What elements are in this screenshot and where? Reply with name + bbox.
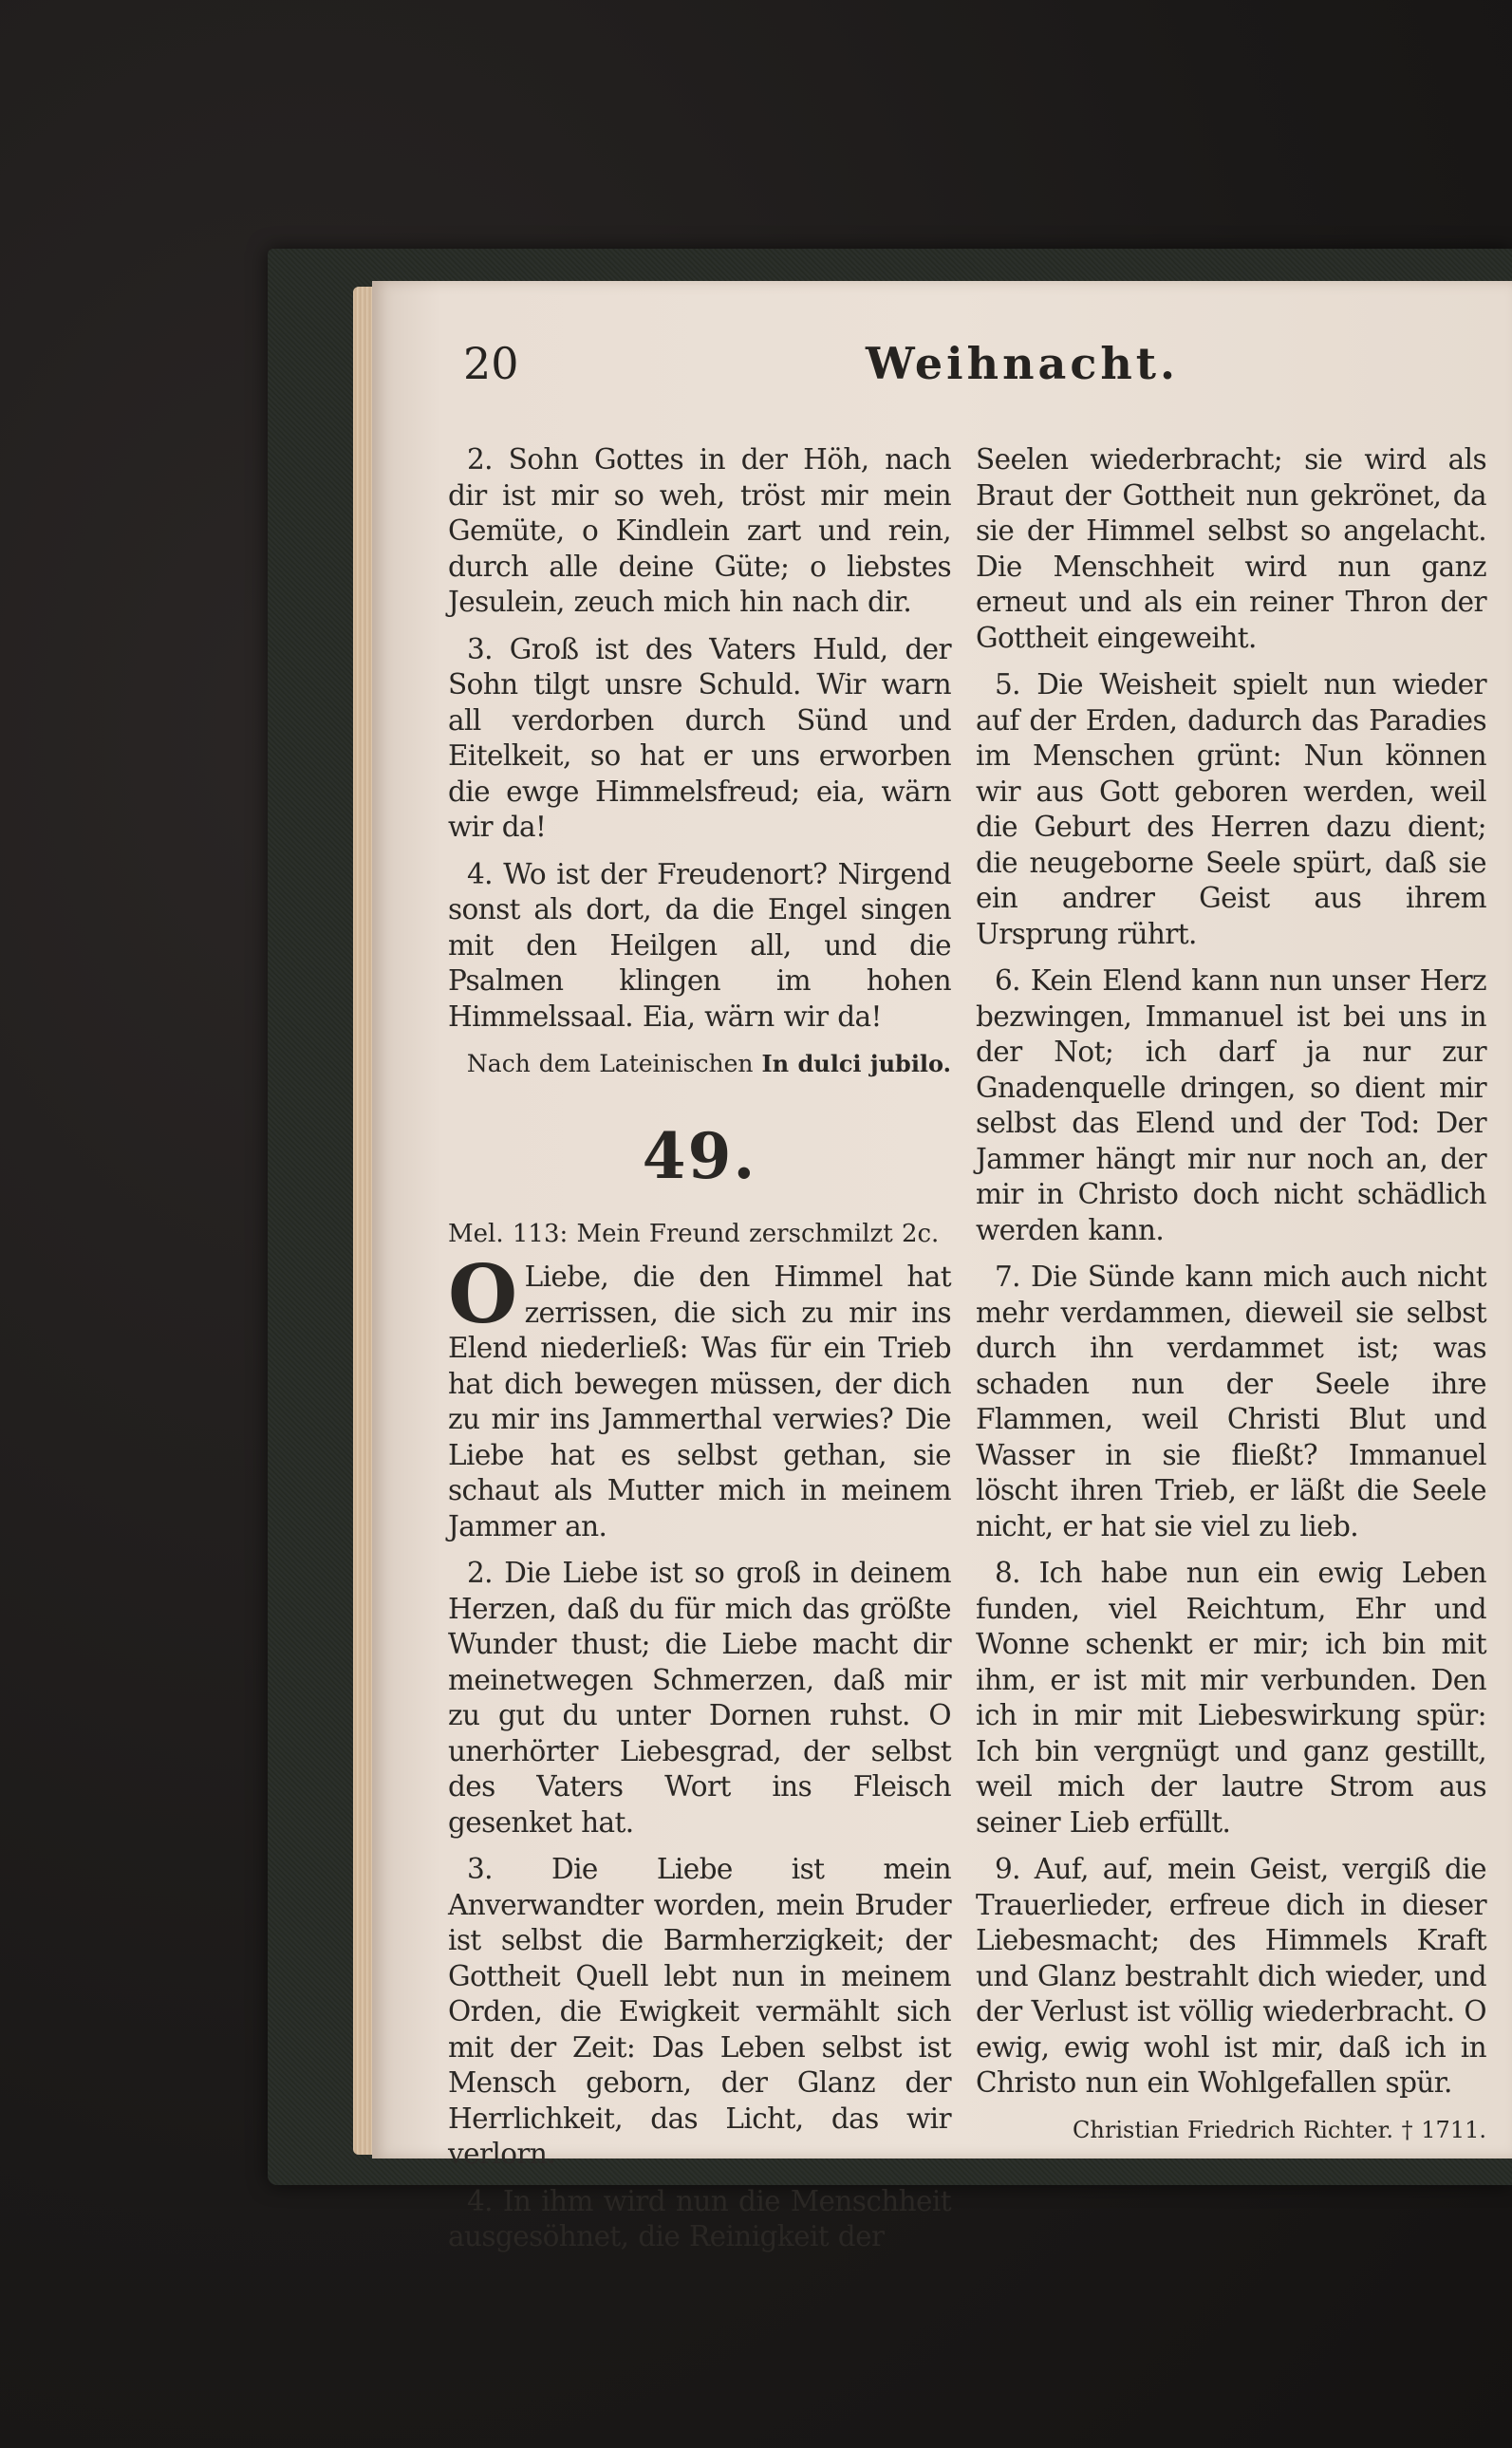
stanza-prev-4: 4. Wo ist der Freudenort? Nirgend sonst als dort, da die Engel singen mit den Heilgen all, und die Psalmen klingen im hohen Himmelssaal. Eia, wärn wir da! [448,857,951,1033]
right-column [976,442,1486,2148]
stanza-9: 9. Auf, auf, mein Geist, vergiß die Trauerlieder, erfreue dich in dieser Liebesmacht; des Himmels Kraft und Glanz bestrahlt dich wieder, und der Verlust ist völlig wiederbracht. O ewig, ewig wohl ist mir, daß ich in Christo nun ein Wohlgefallen spür. [976,1853,1486,2099]
stanza-prev-3: 3. Groß ist des Vaters Huld, der Sohn tilgt unsre Schuld. Wir warn all verdorben durch Sünd und Eitelkeit, so hat er uns erworben die ewge Himmelsfreud; eia, wärn wir da! [448,632,951,843]
stanza-1-text: Liebe, die den Himmel hat zerrissen, die sich zu mir ins Elend niederließ: Was für ein Trieb hat dich bewegen müssen, der dich zu mir ins Jammerthal verwies? Die Liebe hat es selbst gethan, sie schaut als Mutter mich in meinem Jammer an. [448,1261,951,1542]
stanza-1 [448,1247,951,1544]
page-header [372,338,1512,404]
drop-cap: O [448,1247,517,1341]
stanza-3: 3. Die Liebe ist mein Anverwandter worden, mein Bruder ist selbst die Barmherzigkeit; der Gottheit Quell lebt nun in meinem Orden, die Ewigkeit vermählt sich mit der Zeit: Das Leben selbst ist Mensch geborn, der Glanz der Herrlichkeit, das Licht, das wir verlorn. [448,1853,951,2170]
stanza-7: 7. Die Sünde kann mich auch nicht mehr verdammen, dieweil sie selbst durch ihn verdammet ist; was schaden nun der Seele ihre Flammen, weil Christi Blut und Wasser in sie fließt? Immanuel löscht ihren Trieb, er läßt die Seele nicht, er hat sie viel zu lieb. [976,1261,1486,1542]
stanza-5: 5. Die Weisheit spielt nun wieder auf der Erden, dadurch das Paradies im Menschen grünt: Nun können wir aus Gott geboren werden, weil die Geburt des Herren dazu dient; die neugeborne Seele spürt, daß sie ein andrer Geist aus ihrem Ursprung rührt. [976,668,1486,950]
left-column [448,442,951,2267]
melody-line: Mel. 113: Mein Freund zerschmilzt 2c. [448,1219,940,1248]
stanza-2: 2. Die Liebe ist so groß in deinem Herzen, daß du für mich das größte Wunder thust; die Liebe macht dir meinetwegen Schmerzen, daß mir zu gut du unter Dornen ruhst. O unerhörter Liebesgrad, der selbst des Vaters Wort ins Fleisch gesenket hat. [448,1557,951,1839]
source-line [448,1046,951,1082]
author-line: Christian Friedrich Richter. † 1711. [1073,2116,1486,2143]
section-title: Weihnacht. [866,338,1180,389]
page-number: 20 [463,338,519,389]
hymn-number: 49. [642,1118,757,1193]
book-page [372,281,1512,2252]
stanza-4-continuation: Seelen wiederbracht; sie wird als Braut der Gottheit nun gekrönet, da sie der Himmel selbst so angelacht. Die Menschheit wird nun ganz erneut und als ein reiner Thron der Gottheit eingeweiht. [976,443,1486,654]
stanza-prev-2: 2. Sohn Gottes in der Höh, nach dir ist mir so weh, tröst mir mein Gemüte, o Kindlein zart und rein, durch alle deine Güte; o liebstes Jesulein, zeuch mich hin nach dir. [448,443,951,618]
source-prefix: Nach dem Lateinischen [466,1050,754,1077]
stanza-8: 8. Ich habe nun ein ewig Leben funden, viel Reichtum, Ehr und Wonne schenkt er mir; ich bin mit ihm, er ist mit mir verbunden. Den ich in mir mit Liebeswirkung spür: Ich bin vergnügt und ganz gestillt, weil mich der lautre Strom aus seiner Lieb erfüllt. [976,1557,1486,1839]
stanza-4: 4. In ihm wird nun die Menschheit ausgesöhnet, die Reinigkeit der [448,2184,951,2252]
stanza-6: 6. Kein Elend kann nun unser Herz bezwingen, Immanuel ist bei uns in der Not; ich darf ja nur zur Gnadenquelle dringen, so dient mir selbst das Elend und der Tod: Der Jammer hängt mir nur noch an, der mir in Christo doch nicht schädlich werden kann. [976,964,1486,1246]
source-latin: In dulci jubilo. [761,1050,951,1077]
